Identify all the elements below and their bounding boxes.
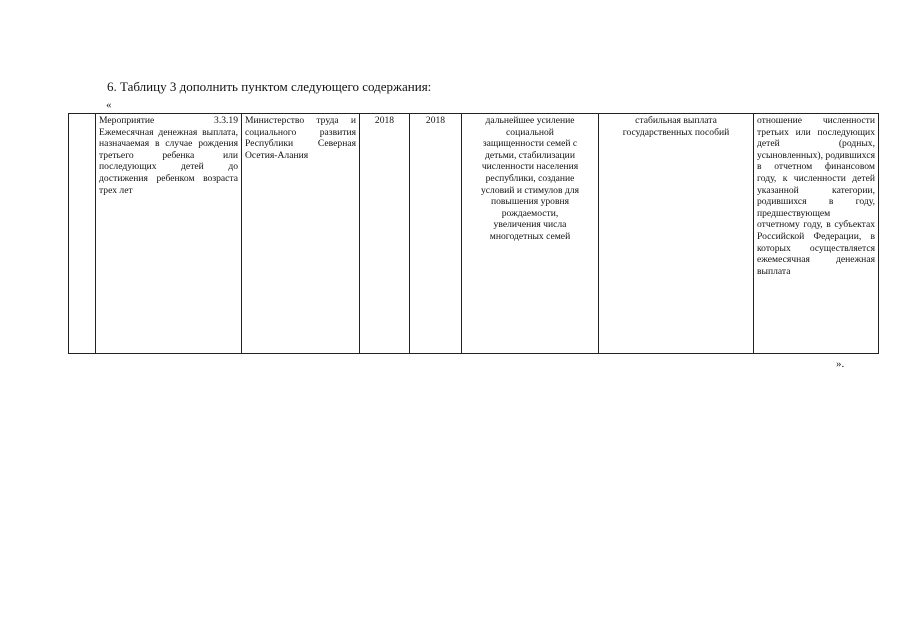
cell-start-year: 2018 bbox=[360, 114, 410, 354]
cell-number bbox=[69, 114, 96, 354]
consequence-line: стабильная выплата bbox=[635, 115, 717, 126]
result-line: условий и стимулов для bbox=[481, 184, 579, 196]
opening-quote: « bbox=[106, 99, 112, 111]
consequence-line: государственных пособий bbox=[622, 126, 730, 138]
cell-indicator: отношение численности третьих или последующих детей (родных, усыновленных), родившихся в отчетном финансовом году, к численности детей указанной категории, родившихся в году, предшествующем отчетному году, в субъектах Российской Федерации, в которых осуществляется ежемесячная денежная выплата bbox=[754, 114, 879, 354]
result-line: рождаемости, bbox=[501, 207, 559, 219]
section-heading: 6. Таблицу 3 дополнить пунктом следующего содержания: bbox=[107, 79, 432, 94]
table-row bbox=[69, 114, 879, 354]
activity-table bbox=[68, 113, 879, 354]
cell-expected-result bbox=[462, 114, 599, 354]
result-line: повышения уровня bbox=[490, 196, 570, 208]
cell-executor: Министерство труда и социального развития Республики Северная Осетия-Алания bbox=[242, 114, 360, 354]
event-label: Мероприятие bbox=[99, 115, 155, 126]
closing-quote: ». bbox=[836, 358, 845, 370]
cell-consequence bbox=[599, 114, 754, 354]
cell-end-year: 2018 bbox=[410, 114, 462, 354]
result-line: увеличения числа bbox=[493, 219, 567, 231]
result-line: численности населения bbox=[481, 161, 579, 173]
event-title-line bbox=[99, 115, 238, 127]
result-line: многодетных семей bbox=[489, 230, 571, 242]
event-number: 3.3.19 bbox=[214, 115, 238, 126]
result-line: дальнейшее усиление bbox=[485, 115, 575, 126]
result-line: детьми, стабилизации bbox=[485, 149, 575, 161]
result-line: республики, создание bbox=[485, 172, 575, 184]
result-line: защищенности семей с bbox=[482, 138, 578, 150]
result-line: социальной bbox=[506, 126, 554, 138]
event-description: Ежемесячная денежная выплата, назначаемая в случае рождения третьего ребенка или последующих детей до достижения ребенком возраста трех лет bbox=[99, 126, 238, 196]
cell-event bbox=[96, 114, 242, 354]
